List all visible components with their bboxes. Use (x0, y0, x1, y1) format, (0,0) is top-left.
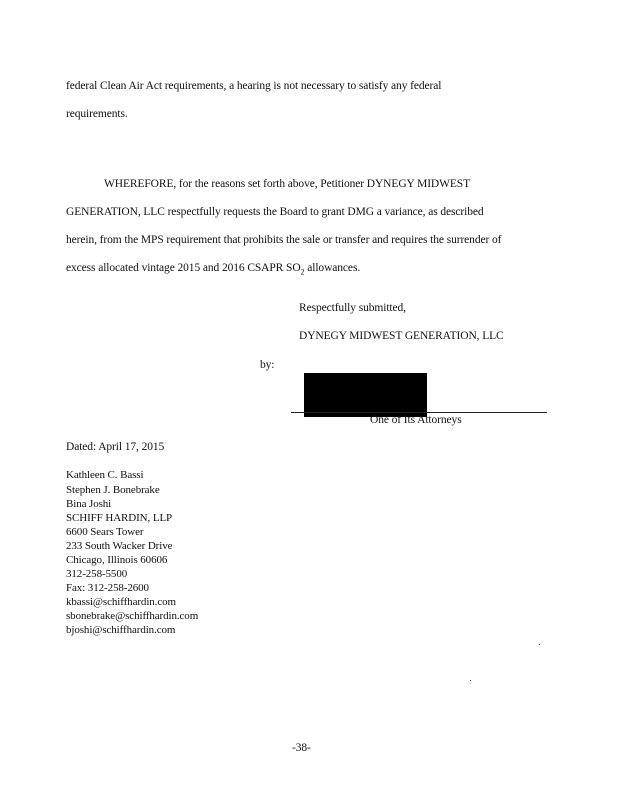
signature-role: One of Its Attorneys (370, 414, 462, 426)
contact-line: SCHIFF HARDIN, LLP (66, 512, 173, 524)
by-label: by: (260, 359, 275, 371)
subscript: 2 (300, 267, 305, 277)
page-number: -38- (292, 742, 311, 754)
contact-line: 312-258-5500 (66, 568, 128, 580)
contact-line: Stephen J. Bonebrake (66, 484, 160, 496)
contact-line: Bina Joshi (66, 498, 112, 510)
body-line: requirements. (66, 108, 128, 120)
redaction-block (304, 373, 427, 417)
contact-line: Fax: 312-258-2600 (66, 582, 149, 594)
contact-line: kbassi@schiffhardin.com (66, 596, 176, 608)
body-line: GENERATION, LLC respectfully requests the Board to grant DMG a variance, as described (66, 206, 484, 218)
body-text: allowances. (304, 262, 361, 274)
scan-speck (470, 680, 471, 681)
body-text: excess allocated vintage 2015 and 2016 CSAPR SO (66, 262, 301, 274)
dated-line: Dated: April 17, 2015 (66, 441, 165, 453)
contact-line: sbonebrake@schiffhardin.com (66, 610, 199, 622)
body-line: WHEREFORE, for the reasons set forth above, Petitioner DYNEGY MIDWEST (104, 178, 471, 190)
signature-line (291, 412, 547, 413)
contact-line: Chicago, Illinois 60606 (66, 554, 168, 566)
body-line: herein, from the MPS requirement that prohibits the sale or transfer and requires the surrender of (66, 234, 502, 246)
scan-speck (539, 644, 540, 645)
contact-line: bjoshi@schiffhardin.com (66, 624, 176, 636)
company-name: DYNEGY MIDWEST GENERATION, LLC (299, 330, 504, 342)
contact-line: 6600 Sears Tower (66, 526, 144, 538)
body-line: federal Clean Air Act requirements, a hearing is not necessary to satisfy any federal (66, 80, 442, 92)
closing: Respectfully submitted, (299, 302, 406, 314)
contact-line: 233 South Wacker Drive (66, 540, 173, 552)
body-line (66, 262, 360, 276)
contact-line: Kathleen C. Bassi (66, 469, 144, 481)
